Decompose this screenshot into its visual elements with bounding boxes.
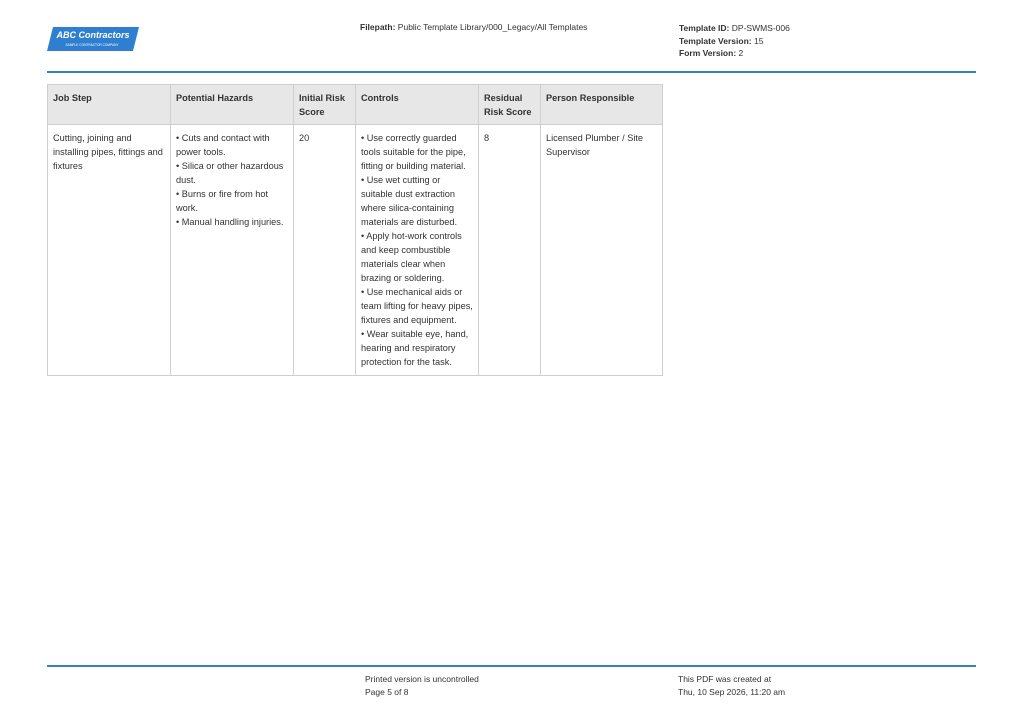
cell-job-step: Cutting, joining and installing pipes, fittings and fixtures bbox=[48, 125, 171, 376]
logo-subtext: SAMPLE CONTRACTOR COMPANY bbox=[65, 43, 119, 47]
cell-controls bbox=[356, 125, 479, 376]
template-version-value: 15 bbox=[753, 35, 764, 46]
filepath-value: Public Template Library/000_Legacy/All Templates bbox=[397, 22, 588, 32]
hazard-item: • Silica or other hazardous dust. bbox=[176, 161, 284, 185]
control-item: • Use correctly guarded tools suitable for the pipe, fitting or building material. bbox=[361, 133, 466, 171]
control-item: • Apply hot-work controls and keep combustible materials clear when brazing or soldering. bbox=[361, 231, 462, 283]
footer-right bbox=[678, 673, 785, 698]
filepath-info bbox=[360, 22, 587, 32]
footer-divider bbox=[47, 665, 976, 667]
header-divider bbox=[47, 71, 976, 73]
template-id-line bbox=[679, 22, 790, 35]
page-number: Page 5 of 8 bbox=[365, 686, 409, 697]
col-header-job-step: Job Step bbox=[48, 85, 171, 125]
created-label: This PDF was created at bbox=[678, 674, 772, 684]
col-header-potential-hazards: Potential Hazards bbox=[171, 85, 294, 125]
swms-table bbox=[47, 84, 663, 376]
form-version-line bbox=[679, 47, 790, 60]
form-version-value: 2 bbox=[738, 48, 744, 58]
control-item: • Use wet cutting or suitable dust extraction where silica-containing materials are disturbed. bbox=[361, 175, 458, 227]
cell-person-responsible: Licensed Plumber / Site Supervisor bbox=[541, 125, 663, 376]
template-meta bbox=[679, 22, 790, 60]
table-header-row bbox=[48, 85, 663, 125]
hazard-item: • Manual handling injuries. bbox=[176, 217, 284, 227]
col-header-controls: Controls bbox=[356, 85, 479, 125]
form-version-label: Form Version: bbox=[679, 48, 737, 58]
template-version-line bbox=[679, 35, 790, 48]
uncontrolled-notice: Printed version is uncontrolled bbox=[365, 674, 479, 684]
template-version-label: Template Version: bbox=[679, 35, 752, 46]
logo-text: ABC Contractors bbox=[56, 30, 130, 40]
template-id-value: DP-SWMS-006 bbox=[731, 23, 790, 33]
control-item: • Wear suitable eye, hand, hearing and respiratory protection for the task. bbox=[361, 329, 469, 367]
cell-residual-risk-score: 8 bbox=[479, 125, 541, 376]
hazard-item: • Burns or fire from hot work. bbox=[176, 189, 269, 213]
col-header-initial-risk-score: Initial Risk Score bbox=[294, 85, 356, 125]
template-id-label: Template ID: bbox=[679, 23, 730, 33]
col-header-residual-risk-score: Residual Risk Score bbox=[479, 85, 541, 125]
cell-initial-risk-score: 20 bbox=[294, 125, 356, 376]
table-row bbox=[48, 125, 663, 376]
company-logo bbox=[47, 26, 139, 52]
footer-center bbox=[365, 673, 479, 698]
col-header-person-responsible: Person Responsible bbox=[541, 85, 663, 125]
cell-potential-hazards bbox=[171, 125, 294, 376]
created-timestamp: Thu, 10 Sep 2026, 11:20 am bbox=[678, 686, 786, 697]
hazard-item: • Cuts and contact with power tools. bbox=[176, 133, 270, 157]
control-item: • Use mechanical aids or team lifting for heavy pipes, fixtures and equipment. bbox=[361, 287, 473, 325]
filepath-label: Filepath: bbox=[360, 22, 396, 32]
